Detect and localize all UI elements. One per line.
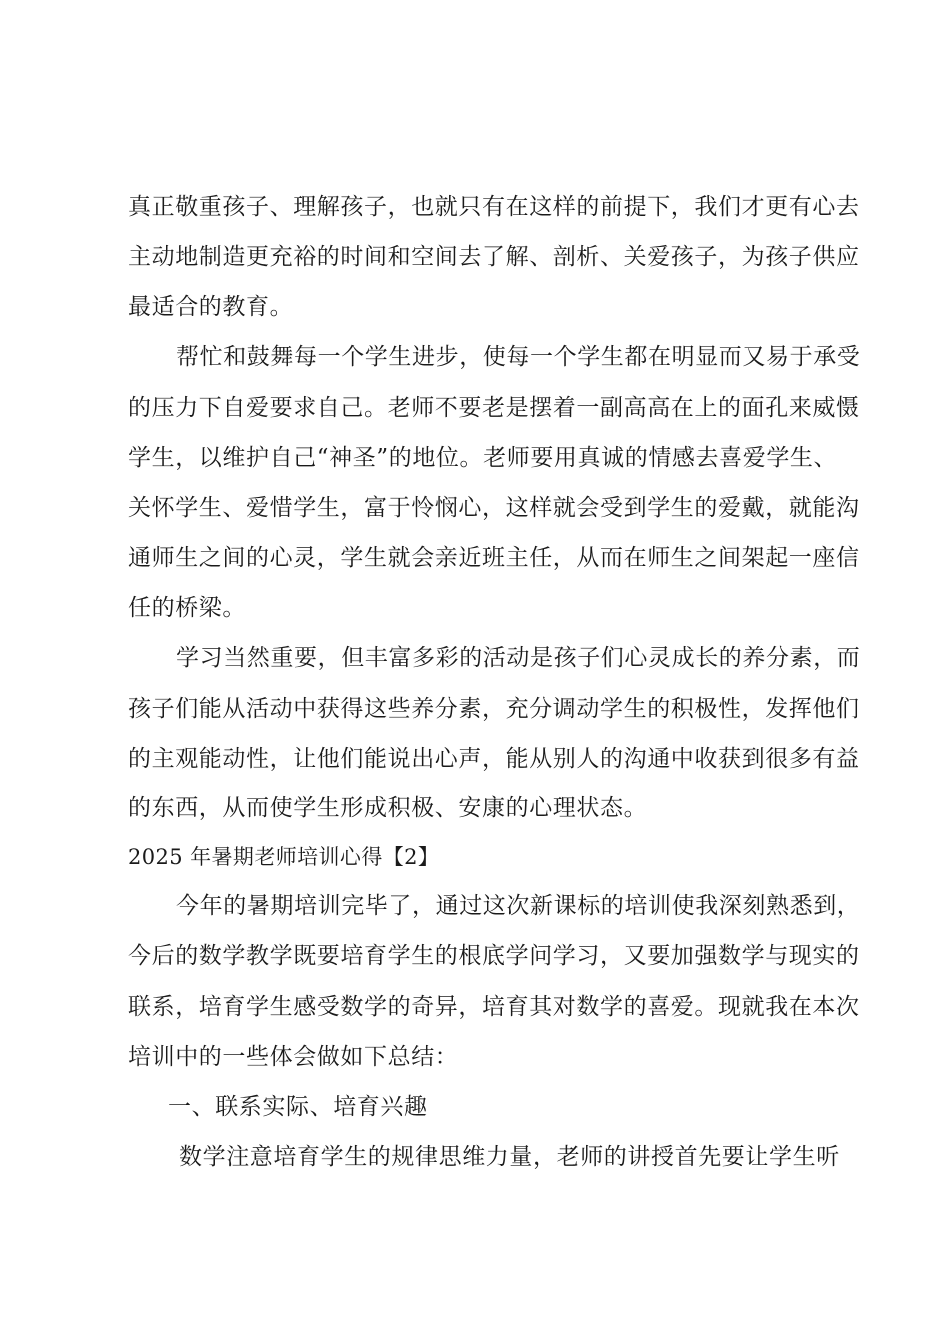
paragraph-line: 真正敬重孩子、理解孩子，也就只有在这样的前提下，我们才更有心去	[128, 194, 860, 220]
paragraph-line: 培训中的一些体会做如下总结：	[128, 1044, 459, 1070]
subsection-heading: 一、联系实际、培育兴趣	[168, 1094, 428, 1120]
paragraph-line: 主动地制造更充裕的时间和空间去了解、剖析、关爱孩子，为孩子供应	[128, 244, 860, 270]
paragraph-line: 的压力下自爱要求自己。老师不要老是摆着一副高高在上的面孔来威慑	[128, 395, 860, 421]
paragraph-line: 任的桥梁。	[128, 595, 246, 621]
paragraph-line: 学生，以维护自己“神圣”的地位。老师要用真诚的情感去喜爱学生、	[128, 445, 838, 471]
paragraph-line: 最适合的教育。	[128, 294, 294, 320]
paragraph-line: 通师生之间的心灵，学生就会亲近班主任，从而在师生之间架起一座信	[128, 545, 860, 571]
paragraph-line: 数学注意培育学生的规律思维力量，老师的讲授首先要让学生听	[179, 1144, 840, 1170]
paragraph-line: 的主观能动性，让他们能说出心声，能从别人的沟通中收获到很多有益	[128, 746, 860, 772]
paragraph-line: 今年的暑期培训完毕了，通过这次新课标的培训使我深刻熟悉到，	[176, 893, 861, 919]
paragraph-line: 帮忙和鼓舞每一个学生进步，使每一个学生都在明显而又易于承受	[176, 344, 861, 370]
paragraph-line: 联系，培育学生感受数学的奇异，培育其对数学的喜爱。现就我在本次	[128, 994, 860, 1020]
paragraph-line: 关怀学生、爱惜学生，富于怜悯心，这样就会受到学生的爱戴，就能沟	[128, 495, 860, 521]
paragraph-line: 孩子们能从活动中获得这些养分素，充分调动学生的积极性，发挥他们	[128, 696, 860, 722]
paragraph-line: 学习当然重要，但丰富多彩的活动是孩子们心灵成长的养分素，而	[176, 645, 861, 671]
section-heading: 2025 年暑期老师培训心得【2】	[128, 845, 440, 869]
paragraph-line: 的东西，从而使学生形成积极、安康的心理状态。	[128, 795, 648, 821]
paragraph-line: 今后的数学教学既要培育学生的根底学问学习，又要加强数学与现实的	[128, 943, 860, 969]
